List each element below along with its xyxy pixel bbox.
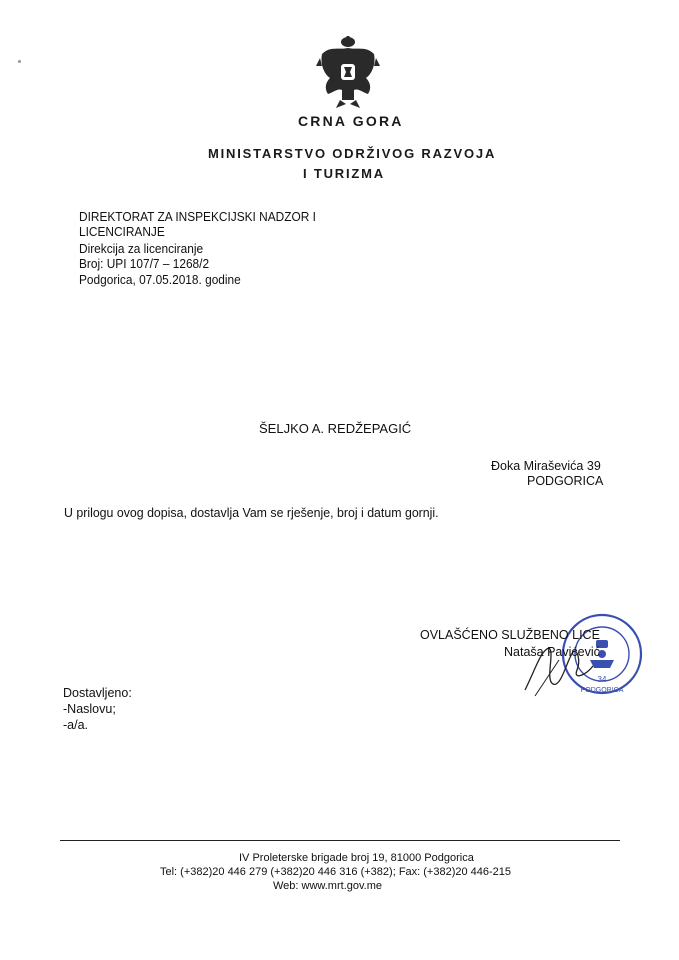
recipient-name: ŠELJKO A. REDŽEPAGIĆ	[259, 421, 412, 436]
scan-speck	[18, 60, 21, 63]
footer-phones: Tel: (+382)20 446 279 (+382)20 446 316 (+382); Fax: (+382)20 446-215	[160, 866, 512, 878]
reference-number: Broj: UPI 107/7 – 1268/2	[79, 257, 210, 271]
recipient-street: Đoka Miraševića 39	[491, 459, 601, 473]
stamp-number: 34	[597, 675, 607, 684]
department: Direkcija za licenciranje	[79, 242, 204, 256]
footer-web: Web: www.mrt.gov.me	[273, 880, 383, 892]
directorate-line1: DIREKTORAT ZA INSPEKCIJSKI NADZOR I	[79, 210, 316, 224]
letter-body: U prilogu ovog dopisa, dostavlja Vam se rješenje, broj i datum gornji.	[64, 505, 439, 520]
stamp-city: PODGORICA	[580, 687, 624, 694]
delivery-item: -Naslovu;	[63, 702, 116, 716]
ministry-name-line2: I TURIZMA	[303, 166, 385, 181]
recipient-city: PODGORICA	[527, 474, 604, 488]
official-name: Nataša Pavićević	[504, 645, 600, 659]
ministry-name-line1: MINISTARSTVO ODRŽIVOG RAZVOJA	[208, 146, 497, 161]
footer-divider	[60, 840, 620, 841]
footer-address: IV Proleterske brigade broj 19, 81000 Podgorica	[239, 852, 474, 864]
place-date: Podgorica, 07.05.2018. godine	[79, 273, 241, 287]
directorate-line2: LICENCIRANJE	[79, 225, 165, 239]
coat-of-arms-icon	[316, 36, 380, 108]
delivery-label: Dostavljeno:	[63, 686, 132, 700]
country-name: CRNA GORA	[298, 113, 404, 129]
delivery-item: -a/a.	[63, 718, 89, 732]
official-title: OVLAŠĆENO SLUŽBENO LICE	[420, 628, 600, 642]
